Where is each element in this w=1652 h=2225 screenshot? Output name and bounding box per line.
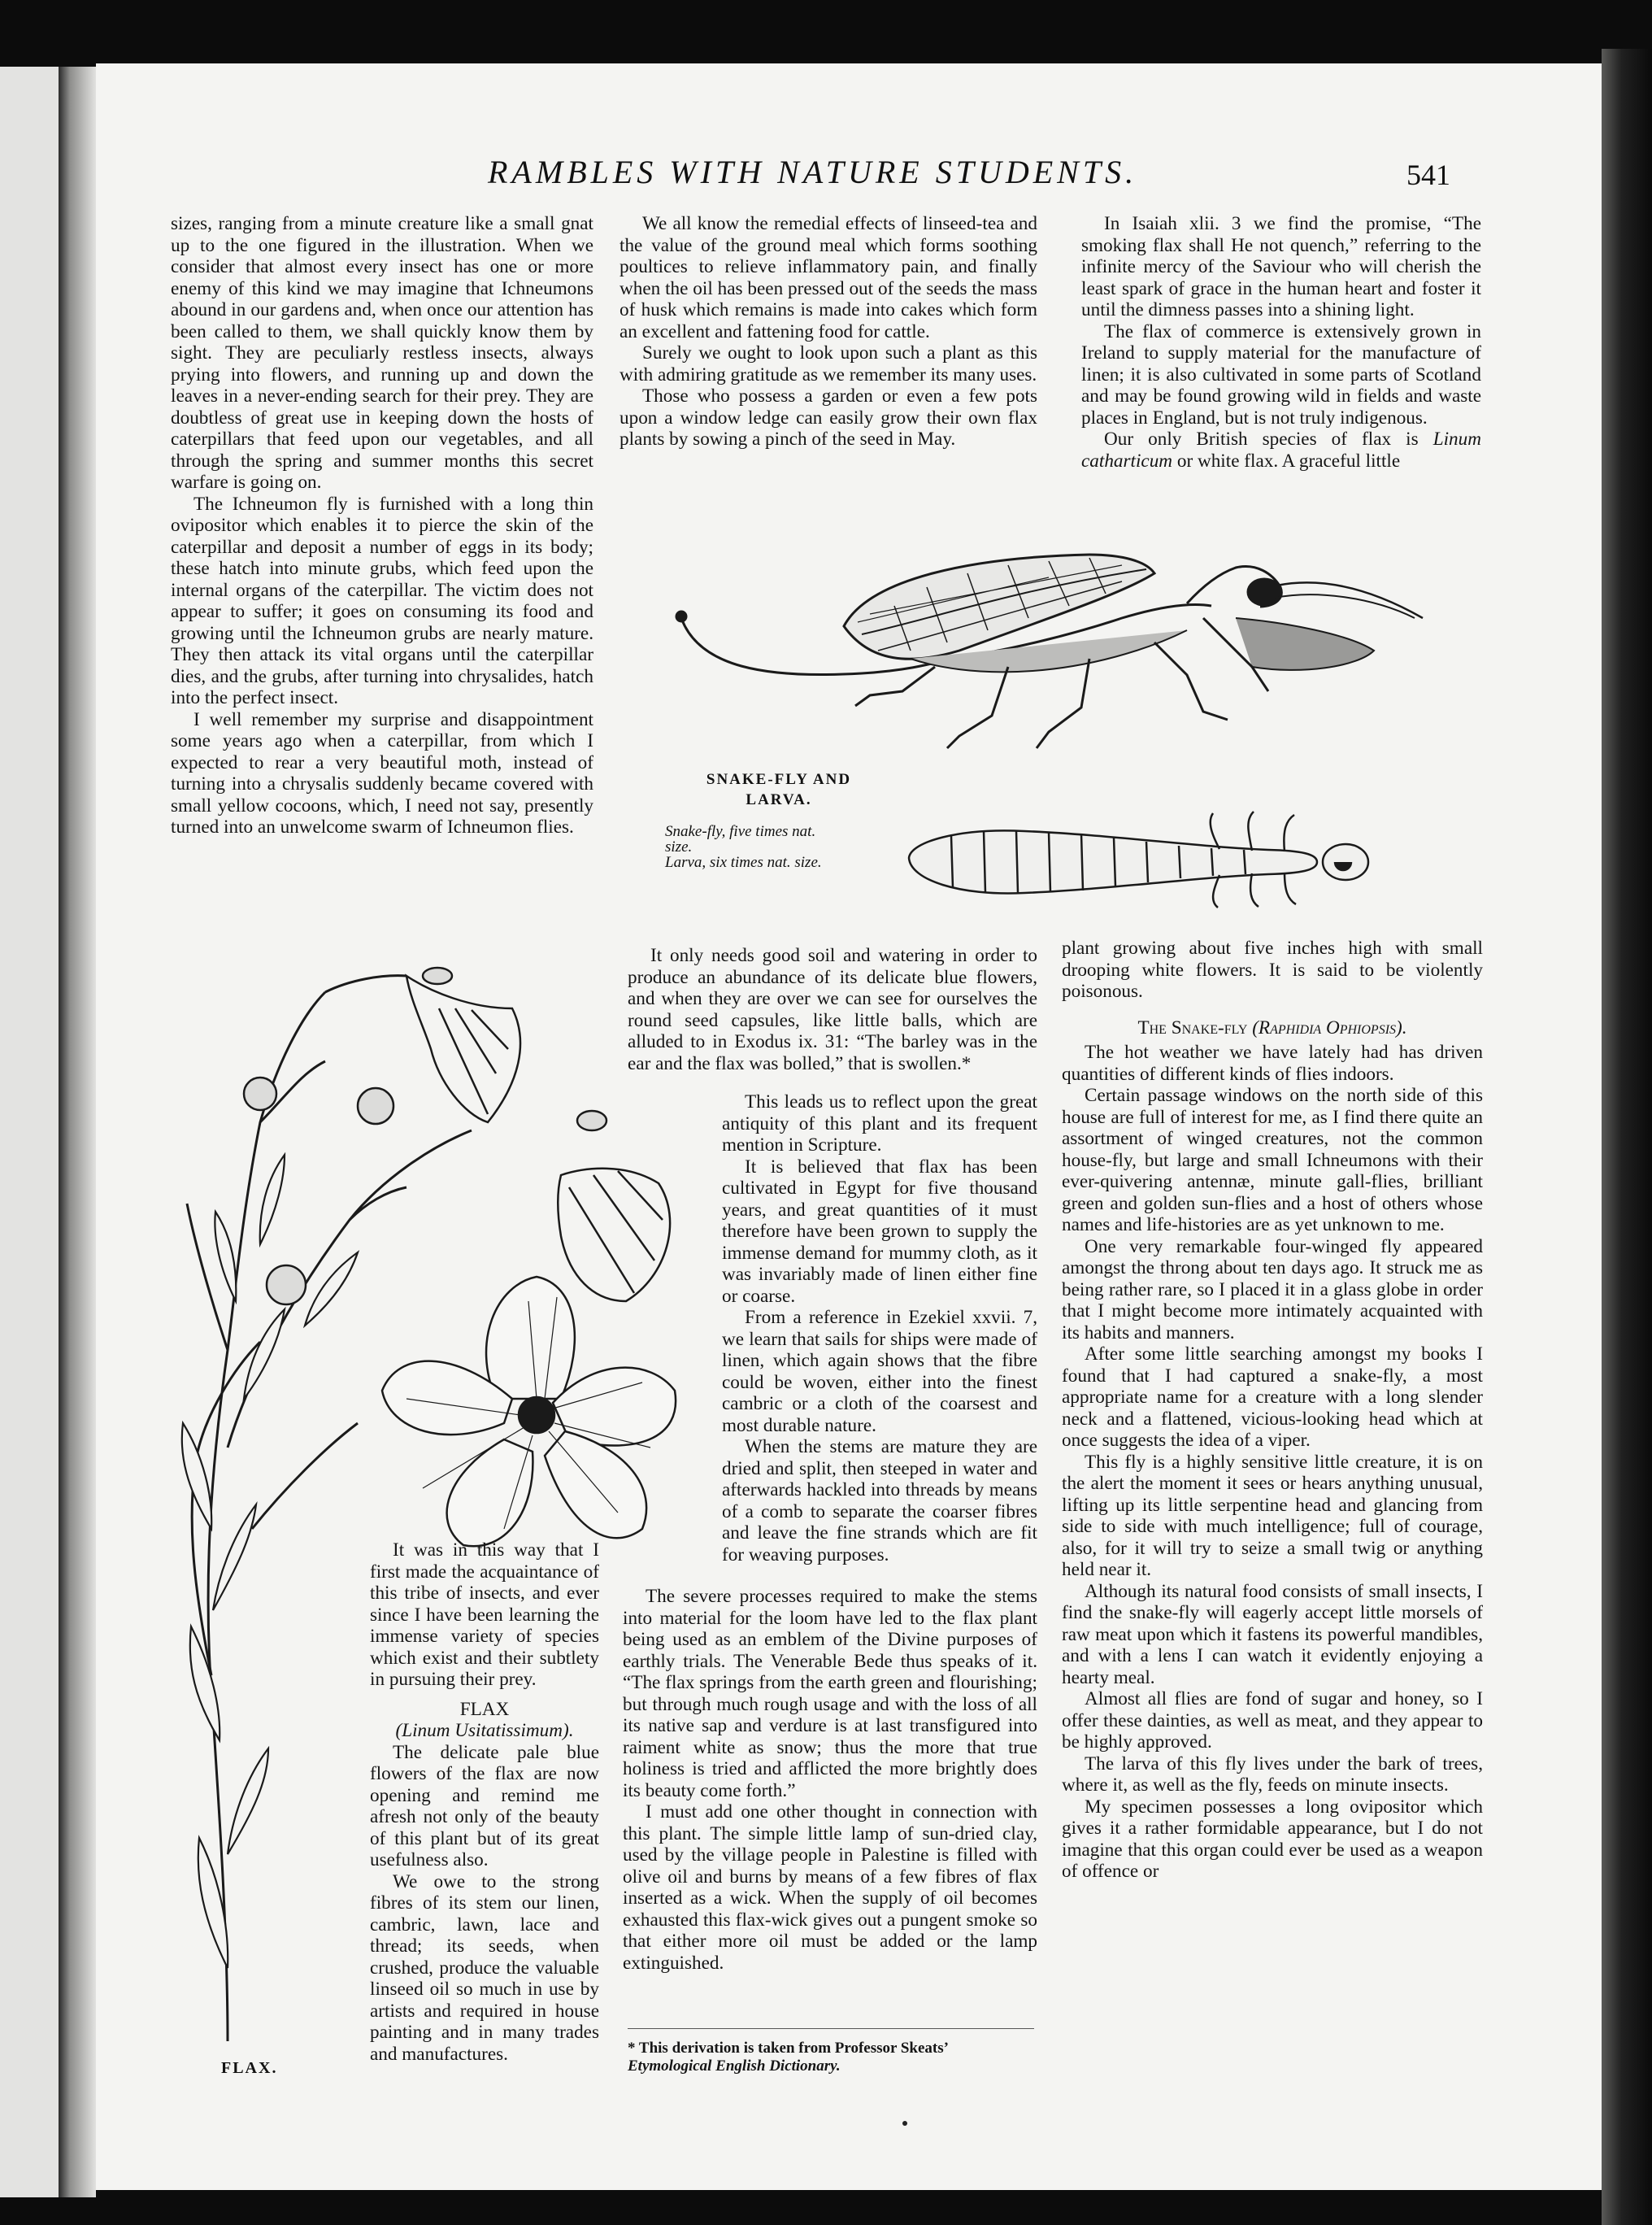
paragraph: This fly is a highly sensitive little creature, it is on the alert the moment it sees or hears anything unusual, lifting up its little serpentine head and glancing from side to side with much intelligence; full of courage, also, for it will try to seize a small twig or anything held near it. <box>1062 1451 1483 1580</box>
snake-fly-caption <box>698 769 860 810</box>
paragraph: The flax of commerce is extensively grown in Ireland to supply material for the manufacture of linen; it is also cultivated in some parts of Scotland and may be found growing wild in fields and waste places in England, but is not truly indigenous. <box>1081 320 1481 429</box>
paragraph: It is believed that flax has been cultivated in Egypt for five thousand years, and great quantities of it must therefore have been grown to supply the immense demand for mummy cloth, as it was invariably made of linen either fine or coarse. <box>722 1156 1037 1307</box>
gutter-shadow <box>59 67 96 2197</box>
column-2-narrow <box>722 1091 1037 1565</box>
facing-page-edge <box>0 67 65 2197</box>
caption-line: SNAKE-FLY AND <box>706 771 852 788</box>
column-3-lower <box>1062 938 1483 1883</box>
column-3 <box>1081 213 1481 472</box>
paragraph: Certain passage windows on the north side of this house are full of interest for me, as I find there quite an assortment of winged creatures, not the common house-fly, but large and small Ichneumons with their ever-quivering antennæ, minute gall-flies, brilliant green and golden sun-flies and a host of others whose names and life-histories are as yet unknown to me. <box>1062 1085 1483 1235</box>
column-2-wide <box>623 1586 1037 1974</box>
section-heading-snake-fly <box>1062 1017 1483 1039</box>
paragraph: Surely we ought to look upon such a plant as this with admiring gratitude as we remember its many uses. <box>620 342 1037 385</box>
paragraph: It only needs good soil and watering in order to produce an abundance of its delicate blue flowers, and when they are over we can see for ourselves the round seed capsules, like little balls, which are alluded to in Exodus ix. 31: “The barley was in the ear and the flax was bolled,” that is swollen.* <box>628 945 1037 1074</box>
paragraph: In Isaiah xlii. 3 we find the promise, “The smoking flax shall He not quench,” referring to the infinite mercy of the Saviour who will cherish the least spark of grace in the human heart and foster it until the dimness passes into a shining light. <box>1081 213 1481 320</box>
paragraph: This leads us to reflect upon the great antiquity of this plant and its frequent mention in Scripture. <box>722 1091 1037 1156</box>
footnote-text: * This derivation is taken from Professor Skeats’ <box>628 2040 949 2057</box>
paragraph: The hot weather we have lately had has driven quantities of different kinds of flies indoors. <box>1062 1042 1483 1085</box>
paragraph: Although its natural food consists of small insects, I find the snake-fly will eagerly accept little morsels of raw meat upon which it fastens its powerful mandibles, and with a lens I can watch it evidently enjoying a hearty meal. <box>1062 1580 1483 1688</box>
heading-text: The Snake-fly <box>1137 1017 1248 1038</box>
paragraph: The larva of this fly lives under the bark of trees, where it, as well as the fly, feeds on minute insects. <box>1062 1753 1483 1796</box>
book-spine <box>1602 49 1652 2225</box>
section-subheading: (Linum Usitatissimum). <box>395 1720 574 1741</box>
column-1 <box>171 213 593 838</box>
footnote-title: Etymological English Dictionary. <box>628 2057 841 2075</box>
paragraph: The Ichneumon fly is furnished with a long thin ovipositor which enables it to pierce the skin of the caterpillar and deposit a number of eggs in its body; these hatch into minute grubs, which feed upon the internal organs of the caterpillar. The victim does not appear to suffer; it goes on consuming its food and growing until the Ichneumon grubs are nearly mature. They then attack its vital organs until the caterpillar dies, and the grubs, after turning into chrysalides, hatch into the perfect insect. <box>171 493 593 708</box>
paragraph: Those who possess a garden or even a few pots upon a window ledge can easily grow their own flax plants by sowing a pinch of the seed in May. <box>620 385 1037 450</box>
paragraph: I must add one other thought in connection with this plant. The simple little lamp of sun-dried clay, used by the village people in Palestine is filled with olive oil and burns by means of a few fibres of flax inserted as a wick. When the supply of oil becomes exhausted this flax-wick gives out a pungent smoke so that either more oil must be added or the lamp extinguished. <box>623 1801 1037 1974</box>
paragraph: plant growing about five inches high with small drooping white flowers. It is said to be violently poisonous. <box>1062 938 1483 1002</box>
paragraph: We owe to the strong fibres of its stem our linen, cambric, lawn, lace and thread; its seeds, when crushed, produce the valuable linseed oil so much in use by artists and required in house painting and in many trades and manufactures. <box>370 1870 599 2065</box>
scale-caption <box>665 824 885 870</box>
footnote <box>628 2040 1039 2075</box>
paragraph <box>1081 429 1481 472</box>
paragraph: Almost all flies are fond of sugar and honey, so I offer these dainties, as well as meat, and they appear to be highly approved. <box>1062 1688 1483 1753</box>
paragraph: After some little searching amongst my books I found that I had captured a snake-fly, a most appropriate name for a creature with a long slender neck and a flattened, vicious-looking head which at once suggests the idea of a viper. <box>1062 1343 1483 1451</box>
heading-species: (Raphidia Ophiopsis). <box>1252 1017 1407 1038</box>
flax-caption: FLAX. <box>221 2059 278 2077</box>
caption-line: Larva, six times nat. size. <box>665 854 822 871</box>
page-number: 541 <box>1406 159 1450 191</box>
column-1-lower <box>370 1539 599 2065</box>
column-2 <box>620 213 1037 451</box>
paragraph: I well remember my surprise and disappointment some years ago when a caterpillar, from which I expected to rear a very beautiful moth, instead of turning into a chrysalis suddenly became covered with small yellow cocoons, which, I need not say, presently turned into an unwelcome swarm of Ichneumon flies. <box>171 708 593 838</box>
paragraph: sizes, ranging from a minute creature like a small gnat up to the one figured in the illustration. When we consider that almost every insect has one or more enemy of this kind we may imagine that Ichneumons abound in our gardens and, when once our attention has been called to them, we shall quickly know them by sight. They are peculiarly restless insects, always prying into flowers, and running up and down the leaves in a never-ending search for their prey. They are doubtless of great use in keeping down the hosts of caterpillars that feed upon our vegetables, and all through the spring and summer months this secret warfare is going on. <box>171 213 593 493</box>
paragraph: The severe processes required to make the stems into material for the loom have led to the flax plant being used as an emblem of the Divine purposes of earthly trials. The Venerable Bede thus speaks of it. “The flax springs from the earth green and flourishing; but through much rough usage and with the loss of all its native sap and verdure is at last transfigured into raiment white as snow; thus the more that true holiness is tried and afflicted the more brightly does its beauty come forth.” <box>623 1586 1037 1801</box>
caption-line: size. <box>665 838 693 856</box>
paragraph: It was in this way that I first made the acquaintance of this tribe of insects, and ever since I have been learning the immense variety of species which exist and their subtlety in pursuing their prey. <box>370 1539 599 1690</box>
running-title: RAMBLES WITH NATURE STUDENTS. <box>488 154 1138 190</box>
text-run: or white flax. A graceful little <box>1176 450 1401 472</box>
footnote-rule <box>628 2028 1034 2029</box>
paragraph: One very remarkable four-winged fly appeared amongst the throng about ten days ago. It struck me as being rather rare, so I placed it in a glass globe in order that I might become more intimately acquainted with its habits and manners. <box>1062 1235 1483 1343</box>
caption-line: LARVA. <box>746 791 812 808</box>
print-speck <box>902 2121 907 2126</box>
text-run: Our only British species of flax is <box>1104 429 1419 450</box>
section-heading-flax: FLAX <box>459 1698 510 1720</box>
column-2-lower <box>628 945 1037 1074</box>
paragraph: The delicate pale blue flowers of the flax are now opening and remind me afresh not only of the beauty of this plant but of its great usefulness also. <box>370 1741 599 1870</box>
paragraph: My specimen possesses a long ovipositor which gives it a rather formidable appearance, but I do not imagine that this organ could ever be used as a weapon of offence or <box>1062 1796 1483 1882</box>
paragraph: When the stems are mature they are dried and split, then steeped in water and afterwards hackled into threads by means of a comb to separate the coarser fibres and leave the fine strands which are fit for weaving purposes. <box>722 1436 1037 1565</box>
caption-line: Snake-fly, five times nat. <box>665 823 816 840</box>
paragraph: We all know the remedial effects of linseed-tea and the value of the ground meal which forms soothing poultices to relieve inflammatory pain, and finally when the oil has been pressed out of the seeds the mass of husk which remains is made into cakes which form an excellent and fattening food for cattle. <box>620 213 1037 342</box>
paragraph: From a reference in Ezekiel xxvii. 7, we learn that sails for ships were made of linen, which again shows that the fibre could be woven, either into the finest cambric or a cloth of the coarsest and most durable nature. <box>722 1307 1037 1436</box>
species-name: Linum catharticum <box>1081 429 1481 472</box>
